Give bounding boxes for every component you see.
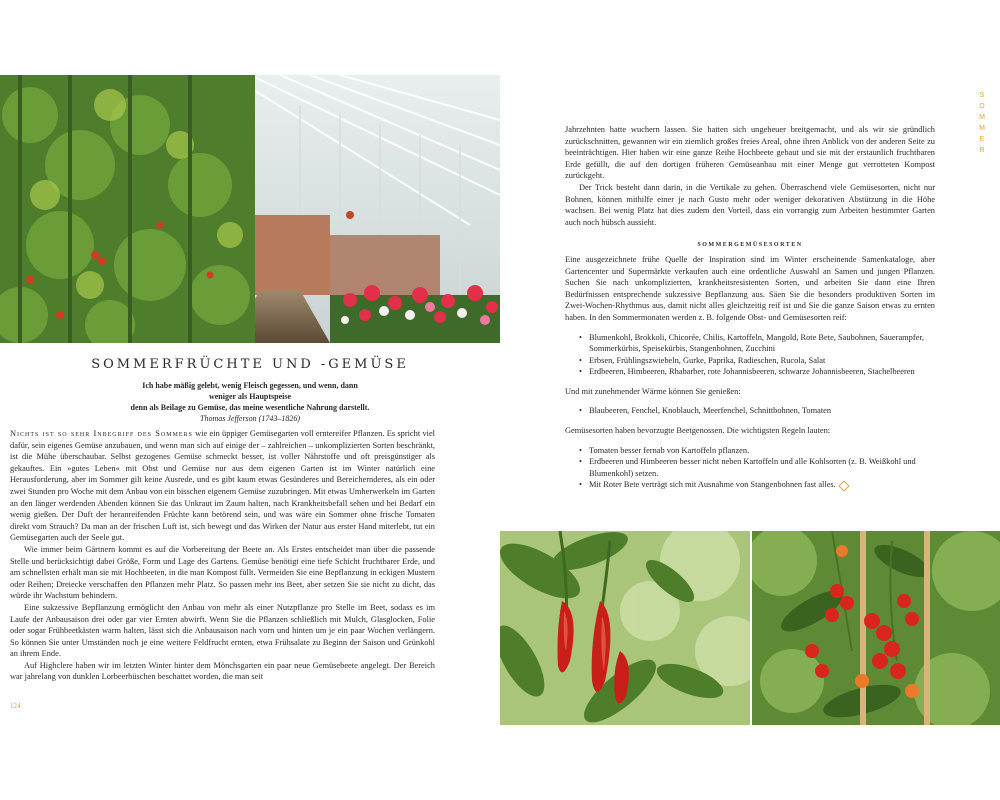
list-item: • Blaubeeren, Fenchel, Knoblauch, Meerfenchel, Schnittbohnen, Tomaten [589, 405, 935, 417]
section-side-label [977, 90, 987, 156]
list-item-text: Mit Roter Bete verträgt sich mit Ausnahme von Stangenbohnen fast alles. [589, 480, 836, 490]
right-text-column [565, 124, 935, 499]
bullet-list [565, 405, 935, 417]
paragraph: Wie immer beim Gärtnern kommt es auf die Vorbereitung der Beete an. Als Erstes entscheidet man über die passende Stelle und berücksichtigt dabei Größe, Form und Lage des Gartens. Gemüse benötigt eine tiefe Schicht fruchtbarer Erde, und am schnellsten erhält man sie mit Hochbeeten, in die man Kompost füllt. Vermeiden Sie eine Bepflanzung in eckigen Mustern oder Reihen; Dreiecke verschaffen den Pflanzen mehr Platz. So passen mehr ins Beet, aber setzen Sie sie nicht zu dicht, das würde ihr Wachstum behindern. [10, 544, 435, 601]
paragraph: Und mit zunehmender Wärme können Sie genießen: [565, 386, 741, 396]
list-item: • Tomaten besser fernab von Kartoffeln pflanzen. [589, 445, 935, 457]
greenhouse-illustration [0, 75, 500, 343]
epigraph-quote [130, 380, 370, 424]
quote-line-1: Ich habe mäßig gelebt, wenig Fleisch gegessen, und wenn, dann weniger als Hauptspeise [142, 381, 358, 401]
end-diamond-icon [838, 480, 849, 491]
quote-line-2: denn als Beilage zu Gemüse, das meine wesentliche Nahrung darstellt. [130, 403, 370, 412]
chili-illustration [500, 531, 750, 725]
tomato-illustration [752, 531, 1000, 725]
paragraph: Eine sukzessive Bepflanzung ermöglicht den Anbau von mehr als einer Nutzpflanze pro Stelle im Beet, sodass es im Laufe der Anbausaison drei oder gar vier Ernten abwirft. Wenn Sie die Pflanzen schließlich mit Mulch, Glasglocken, Folie oder sogar Frühbeetkästen warm halten, lässt sich die Anbausaison nach vorn und hinten um je ein paar Wochen verlängern. So können Sie unter Umständen noch je eine weitere Feldfrucht ernten, etwa Frühsalate zu Beginn der Saison und Grünkohl an ihrem Ende. [10, 602, 435, 659]
paragraph: Eine ausgezeichnete frühe Quelle der Inspiration sind im Winter erscheinende Samenkataloge, aber Gartencenter und Supermärkte verkaufen auch eine ordentliche Auswahl an Samen und jungen Pflanzen. Suchen Sie nach unkomplizierten, krankheitsresistenten Sorten, und arbeiten Sie dann eine Ihren Bedürfnissen entsprechende sukzessive Bepflanzung aus. Säen Sie die besonders produktiven Sorten im Zwei-Wochen-Rhythmus aus, damit nicht alles gleichzeitig reif ist und Sie die ganze Saison etwas zu ernten haben. In den Sommermonaten werden z. B. folgende Obst- und Gemüsesorten reif: [565, 254, 935, 322]
subheading: SOMMERGEMÜSESORTEN [697, 242, 803, 249]
paragraph: Jahrzehnten hatte wuchern lassen. Sie hatten sich ungeheuer breitgemacht, und als wir sie gründlich zurückschnitten, gewannen wir ein ziemlich großes freies Areal, ohne ihren Anblick von der anderen Seite zu beeinträchtigen. Hier haben wir eine ganze Reihe Hochbeete gebaut und sie mit der erstaunlich fruchtbaren Erde gefüllt, die auf den dortigen früheren Gemüseanbau mit einer Menge gut verrotteten Kompost zurückgeht. [565, 125, 935, 181]
quote-author: Thomas Jefferson (1743–1826) [200, 414, 300, 423]
list-item: • Erdbeeren und Himbeeren besser nicht neben Kartoffeln und alle Kohlsorten (z. B. Weißkohl und Blumenkohl) setzen. [589, 456, 935, 479]
lead-in: Nichts ist so sehr Inbegriff des Sommers [10, 429, 193, 438]
bullet-list [565, 332, 935, 378]
greenhouse-photo [0, 75, 500, 343]
list-item: • Erbsen, Frühlingszwiebeln, Gurke, Paprika, Radieschen, Rucola, Salat [589, 355, 935, 367]
paragraph-text: wie ein üppiger Gemüsegarten voll erntereifer Pflanzen. Es spricht viel dafür, sein eigenes Gemüse anzubauen, und wenn man sich auf einige der – zahlreichen – unkomplizierten Sorten beschränkt, ist die Mühe überschaubar. Selbst gezogenes Gemüse schmeckt besser, ist voller Nährstoffe und oft preisgünstiger als gekauftes. Ein »gutes Leben« mit Obst und Gemüse nur aus dem eigenen Garten ist im Winter natürlich eine Herausforderung, aber im Sommer gilt keine Ausrede, und es gibt kaum etwas Gesünderes und Bereichernderes, als ein oder zwei Stunden pro Woche mit dem Anbau von ein bisschen eigenem Gemüse zuzubringen. Mit etwas Umherwerkeln im Garten an den länger werdenden Abenden können Sie das Unkraut im Zaum halten, nach Krankheitsbefall sehen und bei Bedarf ein wenig gießen. Der Duft der heranreifenden Früchte kann betörend sein, und was wäre ein Sommer ohne frische Tomaten direkt vom Strauch? Da man an der frischen Luft ist, sich bewegt und das Wirken der Natur aus erster Hand miterlebt, tut ein Gemüsegarten auch der Seele gut. [10, 429, 436, 543]
paragraph: Gemüsesorten haben bevorzugte Beetgenossen. Die wichtigsten Regeln lauten: [565, 426, 831, 436]
list-item [589, 479, 935, 491]
chili-peppers-photo [500, 531, 750, 725]
paragraph: Auf Highclere haben wir im letzten Winter hinter dem Mönchsgarten ein paar neue Gemüsebeete angelegt. Der Bereich war jahrelang von dunklen Lorbeerbüschen beschattet worden, die man seit [10, 660, 435, 682]
paragraph [10, 428, 435, 544]
section-headline: SOMMERFRÜCHTE UND -GEMÜSE [91, 357, 409, 372]
cherry-tomatoes-photo [752, 531, 1000, 725]
side-label-text: SOMMER [979, 92, 985, 154]
page-number: 124 [10, 702, 21, 710]
left-text-column [10, 428, 435, 683]
list-item: • Blumenkohl, Brokkoli, Chicorée, Chilis, Kartoffeln, Mangold, Rote Bete, Saubohnen, Sauerampfer, Sommerkürbis, Speisekürbis, Stangenbohnen, Zucchini [589, 332, 935, 355]
list-item: • Erdbeeren, Himbeeren, Rhabarber, rote Johannisbeeren, schwarze Johannisbeeren, Stachelbeeren [589, 366, 935, 378]
paragraph: Der Trick besteht dann darin, in die Vertikale zu gehen. Überraschend viele Gemüsesorten, nicht nur Bohnen, können mithilfe einer je nach Gusto mehr oder weniger dekorativen Abstützung in die Höhe wachsen. Bei wenig Platz hat dies zudem den Vorteil, dass ein vorrangig zum Arbeiten bestimmter Garten auch noch hübsch aussieht. [565, 182, 935, 227]
bullet-list [565, 445, 935, 491]
